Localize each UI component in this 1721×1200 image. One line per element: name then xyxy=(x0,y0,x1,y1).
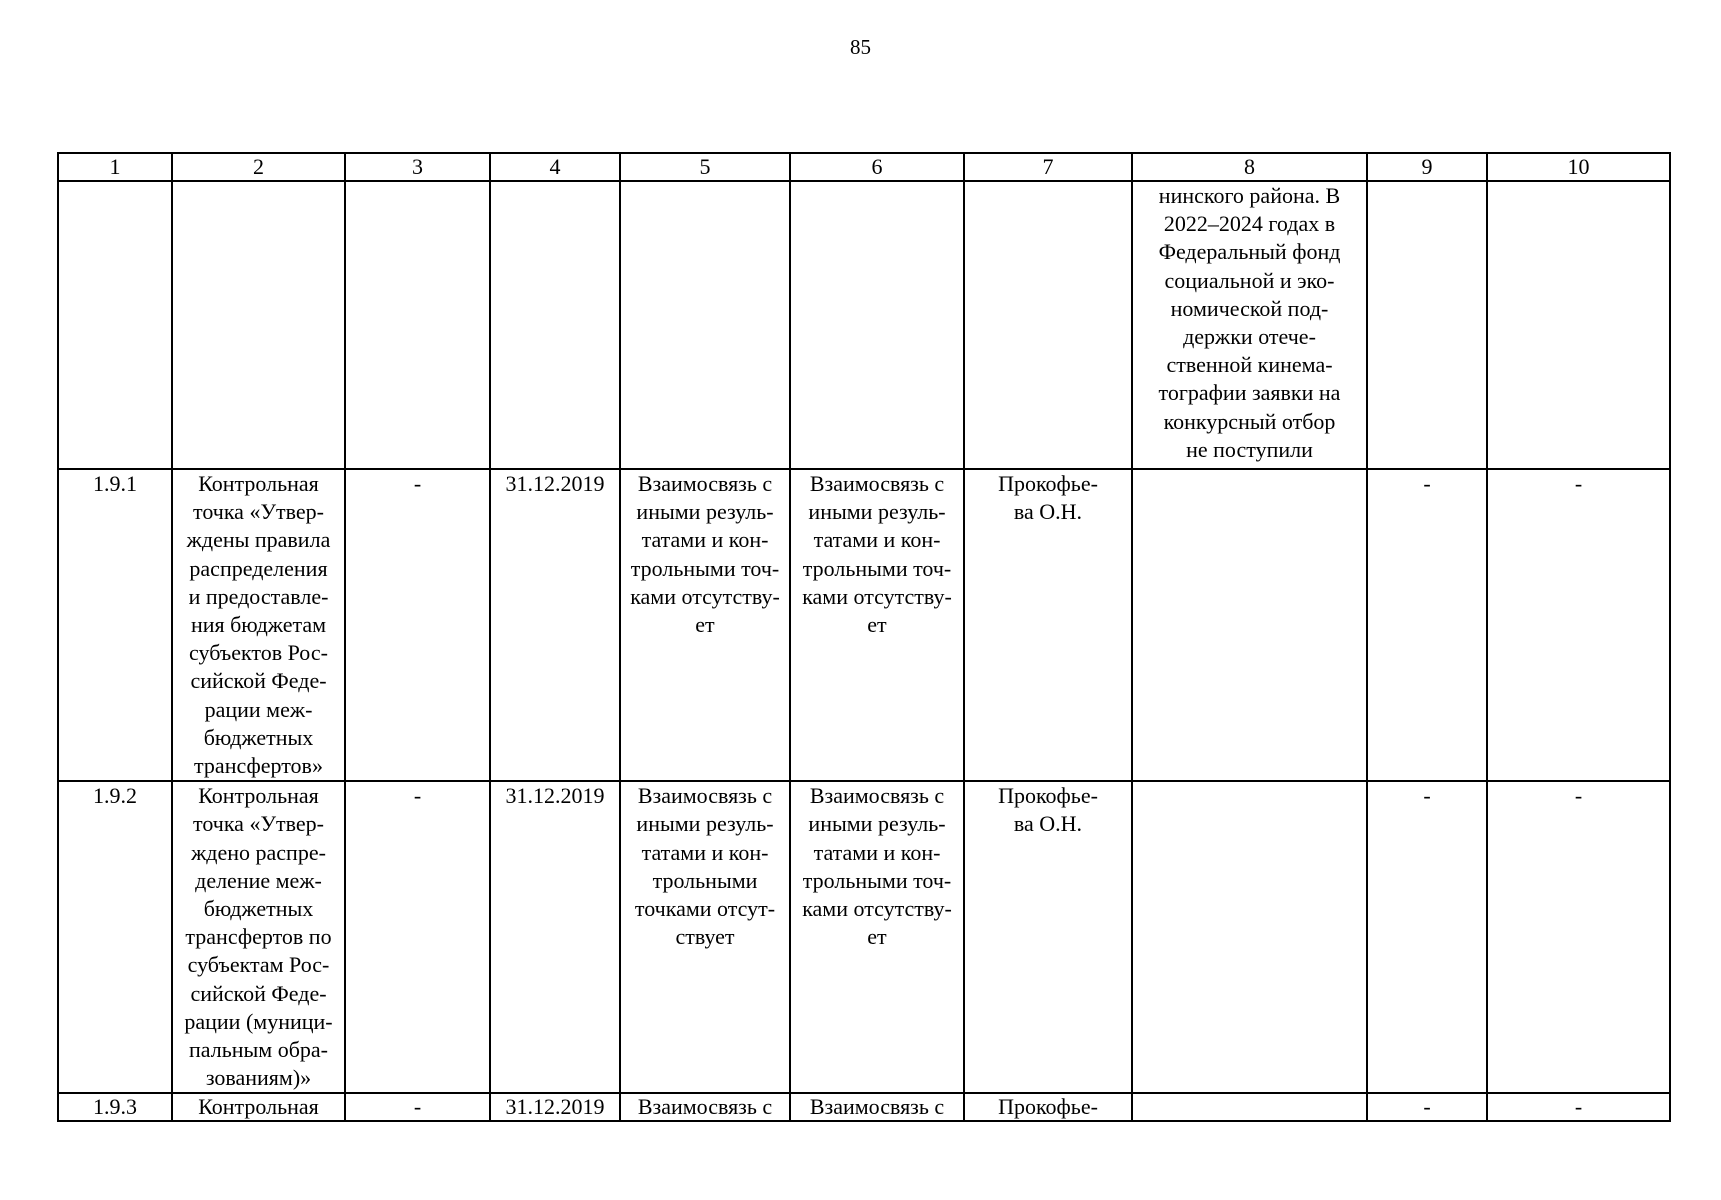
column-header: 3 xyxy=(345,153,490,181)
table-cell xyxy=(345,181,490,469)
table-cell: - xyxy=(1487,469,1670,781)
column-header: 6 xyxy=(790,153,964,181)
table-cell: - xyxy=(1367,1093,1487,1121)
table-cell xyxy=(790,181,964,469)
column-header: 5 xyxy=(620,153,790,181)
responsible-cell: Прокофье- ва О.Н. xyxy=(964,781,1132,1093)
date-cell: 31.12.2019 xyxy=(490,781,620,1093)
continuation-note: нинского района. В 2022–2024 годах в Федеральный фонд социальной и эко- номической под- держки отече- ственной кинема- тографии заявки на конкурсный отбор не поступили xyxy=(1132,181,1367,469)
table-cell xyxy=(490,181,620,469)
table-cell xyxy=(1487,181,1670,469)
table-cell xyxy=(620,181,790,469)
control-point-name: Контрольная xyxy=(172,1093,345,1121)
table-cell: - xyxy=(1367,469,1487,781)
table-cell xyxy=(964,181,1132,469)
row-number: 1.9.3 xyxy=(58,1093,172,1121)
table-cell xyxy=(1367,181,1487,469)
column-header: 1 xyxy=(58,153,172,181)
header-row xyxy=(58,153,1670,181)
page-number: 85 xyxy=(850,35,871,59)
table-row xyxy=(58,469,1670,781)
relation-cell: Взаимосвязь с иными резуль- татами и кон- трольными точ- ками отсутству- ет xyxy=(790,781,964,1093)
table-cell xyxy=(1132,469,1367,781)
column-header: 4 xyxy=(490,153,620,181)
table-cell: - xyxy=(345,781,490,1093)
table-row xyxy=(58,781,1670,1093)
responsible-cell: Прокофье- ва О.Н. xyxy=(964,469,1132,781)
table-cell: - xyxy=(1487,781,1670,1093)
relation-cell: Взаимосвязь с иными резуль- татами и кон- трольными точ- ками отсутству- ет xyxy=(790,469,964,781)
column-header: 10 xyxy=(1487,153,1670,181)
relation-cell: Взаимосвязь с иными резуль- татами и кон- трольными точ- ками отсутству- ет xyxy=(620,469,790,781)
control-point-name: Контрольная точка «Утвер- ждены правила распределения и предоставле- ния бюджетам субъектов Рос- сийской Феде- рации меж- бюджетных трансфертов» xyxy=(172,469,345,781)
table-cell xyxy=(58,181,172,469)
row-number: 1.9.2 xyxy=(58,781,172,1093)
column-header: 2 xyxy=(172,153,345,181)
row-number: 1.9.1 xyxy=(58,469,172,781)
table-cell: - xyxy=(1367,781,1487,1093)
table-cell xyxy=(1132,1093,1367,1121)
column-header: 7 xyxy=(964,153,1132,181)
table-row xyxy=(58,1093,1670,1121)
date-cell: 31.12.2019 xyxy=(490,1093,620,1121)
table-cell xyxy=(1132,781,1367,1093)
relation-cell: Взаимосвязь с иными резуль- татами и кон- трольными точками отсут- ствует xyxy=(620,781,790,1093)
relation-cell: Взаимосвязь с xyxy=(790,1093,964,1121)
table-cell: - xyxy=(345,1093,490,1121)
control-point-name: Контрольная точка «Утвер- ждено распре- деление меж- бюджетных трансфертов по субъектам Рос- сийской Феде- рации (муници- пальным обра- зованиям)» xyxy=(172,781,345,1093)
table-cell: - xyxy=(345,469,490,781)
table-row-continuation xyxy=(58,181,1670,469)
responsible-cell: Прокофье- xyxy=(964,1093,1132,1121)
table-cell: - xyxy=(1487,1093,1670,1121)
date-cell: 31.12.2019 xyxy=(490,469,620,781)
relation-cell: Взаимосвязь с xyxy=(620,1093,790,1121)
document-table xyxy=(57,152,1671,1122)
column-header: 9 xyxy=(1367,153,1487,181)
column-header: 8 xyxy=(1132,153,1367,181)
table-cell xyxy=(172,181,345,469)
